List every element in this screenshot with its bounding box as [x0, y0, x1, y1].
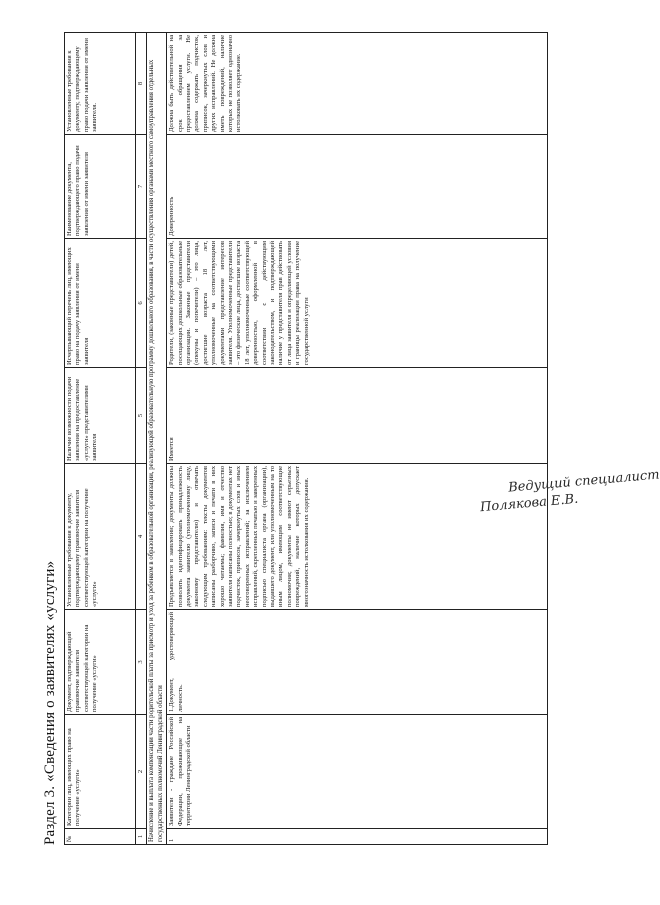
column-number: 3: [136, 610, 147, 715]
cell-doc-requirements: Предъявляется в заявлении; документы должны позволять идентифицировать принадлежность документа заявителю (уполномоченному лицу, законному представителю) и отвечать следующим требованиям: тексты документов написаны разборчиво, записи и печати в них хорошо читаемы; фамилия, имя и отчество заявителя написаны полностью; в документах нет подчисток, приписок, зачеркнутых слов и иных неоговоренных исправлений; за исключением исправлений, скрепленных печатью и заверенных подписью специалиста органа (организации), выдавшего документ, или уполномоченным на то иным лицом, имеющим соответствующие полномочия; документы не имеют серьезных повреждений, наличие которых допускает многозначность истолкования их содержания.: [167, 464, 548, 610]
section-title: Раздел 3. «Сведения о заявителях «услуги»: [42, 560, 58, 845]
row-number: 1: [167, 829, 548, 845]
column-number: 4: [136, 464, 147, 610]
cell-rep-doc: Доверенность: [167, 135, 548, 239]
rotated-page: [40, 25, 600, 855]
header-cell-doc-requirements: Установленные требования к документу, подтверждающему правомочие заявителя соответствующей категории на получение «услуги»: [65, 464, 136, 610]
header-cell-number: №: [65, 829, 136, 845]
column-numbers-row: [136, 33, 147, 845]
cell-rep-list: Родители, (законные представители) детей, посещающих дошкольные образовательные организации. Законные представители (опекуны и попечители) – это лица, достигшие возраста 18 лет, уполномоченные на соответствующими документами представление интересов заявителя. Уполномоченные представители – это физические лица, достигшие возраста 18 лет, уполномоченные соответствующей доверенностью, оформленной в соответствии с действующим законодательством, и подтверждающей наличие у представителя прав действовать от лица заявителя и определяющей условия и границы реализации права на получение государственной услуги: [167, 239, 548, 368]
signature-line-2: Полякова Е.В.: [479, 491, 579, 516]
header-cell-document: Документ, подтверждающий правомочие заявителя соответствующей категории на получение «услуги»: [65, 610, 136, 715]
header-cell-rep-doc-requirements: Установленные требования к документу, подтверждающему право подачи заявления от имени заявителя.: [65, 33, 136, 135]
column-number: 5: [136, 368, 147, 464]
header-cell-rep-list: Исчерпывающий перечень лиц, имеющих право на подачу заявления от имени заявителя: [65, 239, 136, 368]
header-cell-category: Категории лиц, имеющих право на получение «услуги»: [65, 715, 136, 829]
header-row: [65, 33, 136, 845]
header-cell-rep-possible: Наличие возможности подачи заявления на предоставление «услуги» представителями заявителя: [65, 368, 136, 464]
signature-line-1: Ведущий специалист: [507, 467, 660, 496]
cell-document: 1.Документ, удостоверяющий личность.: [167, 610, 548, 715]
service-name: Начисление и выплата компенсации части родительской платы за присмотр и уход за ребенком в образовательной организации, реализующей образовательную программу дошкольного образования, в части осуществления органами местного самоуправления отдельных государственных полномочий Ленинградской области: [147, 33, 167, 845]
service-name-row: [147, 33, 167, 845]
table-row: [167, 33, 548, 845]
cell-rep-possible: Имеется: [167, 368, 548, 464]
column-number: 1: [136, 829, 147, 845]
cell-category: Заявители - граждане Российской Федерации, проживающие на территории Ленинградской области: [167, 715, 548, 829]
header-cell-rep-doc: Наименование документа, подтверждающего право подачи заявления от имени заявителя: [65, 135, 136, 239]
applicants-table: [64, 32, 548, 845]
column-number: 8: [136, 33, 147, 135]
column-number: 7: [136, 135, 147, 239]
column-number: 2: [136, 715, 147, 829]
cell-rep-doc-requirements: Должна быть действительной на срок обращения за предоставлением услуги. Не должна содержать подчисток, приписок, зачеркнутых слов и других исправлений. Не должна иметь повреждений, наличие которых не позволяет однозначно истолковать их содержание.: [167, 33, 548, 135]
column-number: 6: [136, 239, 147, 368]
